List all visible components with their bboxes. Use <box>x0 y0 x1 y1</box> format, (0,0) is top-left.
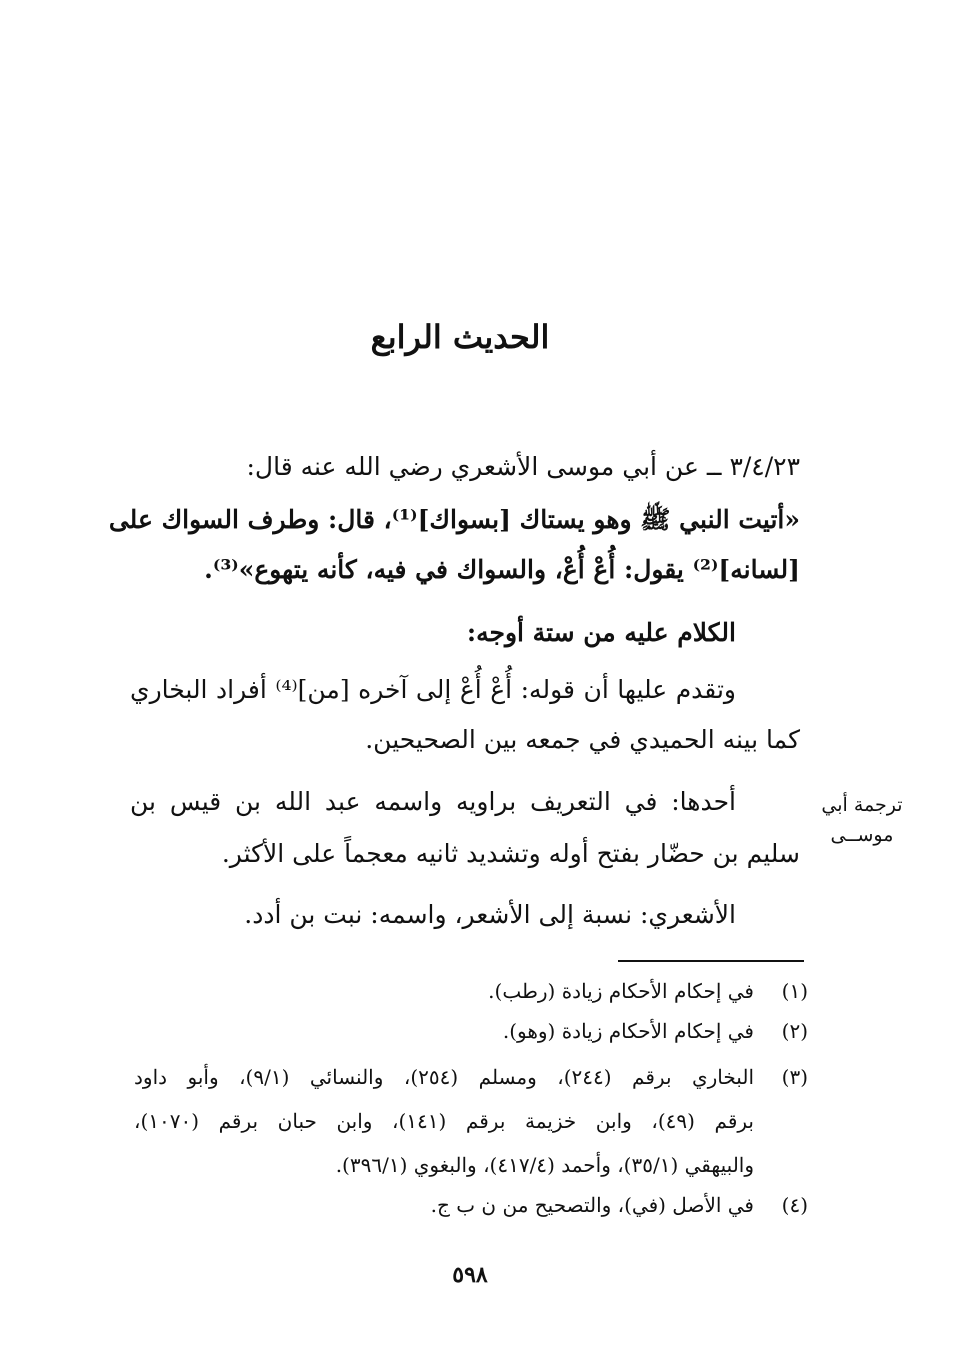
chapter-title: الحديث الرابع <box>370 318 550 356</box>
hadith-text-line-2: [لسانه]⁽²⁾ يقول: أُعْ أُعْ، والسواك في فيه، كأنه يتهوع»⁽³⁾. <box>204 555 800 584</box>
ashari-line: الأشعري: نسبة إلى الأشعر، واسمه: نبت بن أدد. <box>244 900 736 929</box>
margin-note-line-1: ترجمة أبي <box>821 794 903 816</box>
discussion-heading: الكلام عليه من ستة أوجه: <box>466 618 736 647</box>
footnote-number: (٤) <box>781 1193 808 1217</box>
footnote-text: في الأصل (في)، والتصحيح من ن ب ج. <box>430 1193 754 1217</box>
footnote-number: (٣) <box>781 1065 808 1089</box>
footnote-text: في إحكام الأحكام زيادة (وهو). <box>502 1019 754 1043</box>
footnote-text: البخاري برقم (٢٤٤)، ومسلم (٢٥٤)، والنسائي (٩/١)، وأبو داود <box>134 1065 754 1089</box>
footnote-number: (١) <box>781 979 808 1003</box>
margin-note-line-2: موســى <box>830 824 894 846</box>
footnote-text: في إحكام الأحكام زيادة (رطب). <box>488 979 754 1003</box>
hadith-intro-line: ٣/٤/٢٣ ــ عن أبي موسى الأشعري رضي الله عنه قال: <box>246 452 800 481</box>
narrator-line-2: سليم بن حضّار بفتح أوله وتشديد ثانيه معجماً على الأكثر. <box>221 839 800 868</box>
hadith-text-line-1: «أتيت النبي ﷺ وهو يستاك [بسواك]⁽¹⁾، قال: وطرف السواك على <box>108 505 800 534</box>
footnote-number: (٢) <box>781 1019 808 1043</box>
narrator-line-1: أحدها: في التعريف براويه واسمه عبد الله بن قيس بن <box>130 787 736 816</box>
paragraph-line-1: وتقدم عليها أن قوله: أُعْ أُعْ إلى آخره [من]⁽⁴⁾ أفراد البخاري <box>130 675 736 704</box>
page-number: ٥٩٨ <box>452 1262 488 1288</box>
paragraph-line-2: كما بينه الحميدي في جمعه بين الصحيحين. <box>365 725 800 754</box>
footnote-separator <box>618 960 804 962</box>
footnote-text: والبيهقي (٣٥/١)، وأحمد (٤١٧/٤)، والبغوي (٣٩٦/١). <box>335 1153 754 1177</box>
footnote-text: برقم (٤٩)، وابن خزيمة برقم (١٤١)، وابن حبان برقم (١٠٧٠)، <box>134 1109 754 1133</box>
